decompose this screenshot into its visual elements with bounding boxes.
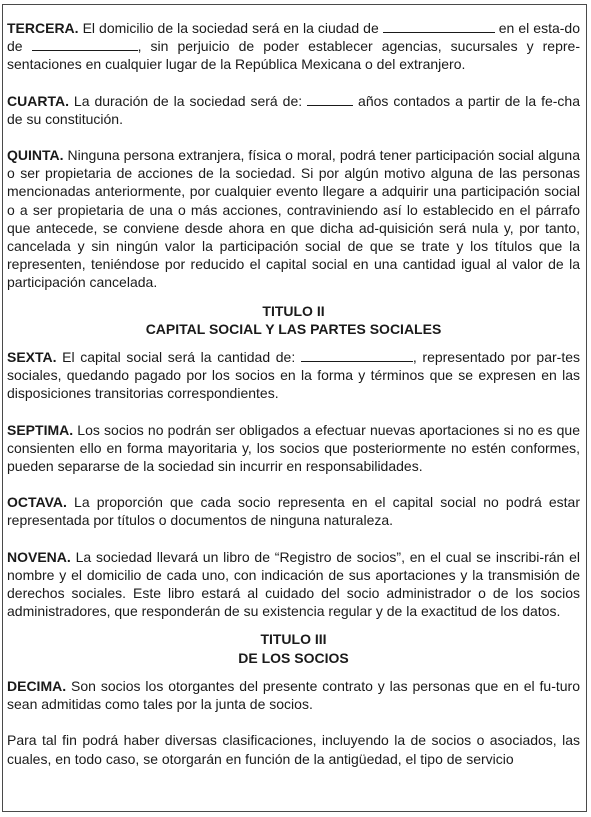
clause-text: El capital social será la cantidad de: — [56, 349, 301, 366]
clause-novena — [7, 548, 580, 621]
clause-text: La duración de la sociedad será de: — [68, 92, 308, 109]
clause-septima — [7, 421, 580, 476]
clause-heading: CUARTA. — [7, 92, 69, 109]
clause-tercera — [7, 19, 580, 74]
clause-text: , sin perjuicio de poder establecer agencias, sucursales y repre-sentaciones en cualquier lugar de la República Mexicana o del extranjero. — [7, 38, 580, 73]
clause-text: , representado por par-tes sociales, quedando pagado por los socios en la forma y términos que se expresen en las disposiciones transitorias correspondientes. — [7, 349, 580, 402]
blank-capital — [301, 348, 413, 362]
clause-heading: DECIMA. — [7, 677, 67, 694]
clause-text: Los socios no podrán ser obligados a efectuar nuevas aportaciones si no es que consienten ello en forma mayoritaria y, los socios que posteriormente no estén conformes, pueden separarse de la sociedad sin incurrir en responsabilidades. — [7, 421, 580, 475]
clause-text: La sociedad llevará un libro de “Registro de socios”, en el cual se inscribi-rán el nombre y el domicilio de cada uno, con indicación de sus aportaciones y la transmisión de derechos sociales. Este libro estará al cuidado del socio administrador o de los socios administradores, que responderán de su existencia regular y de la exactitud de los datos. — [7, 548, 580, 620]
clause-heading: SEXTA. — [7, 349, 57, 366]
clause-octava — [7, 493, 580, 529]
title-number: TITULO II — [262, 302, 325, 319]
title-name: DE LOS SOCIOS — [238, 649, 349, 666]
clause-decima — [7, 677, 580, 713]
clause-quinta — [7, 146, 580, 292]
clause-sexta — [7, 348, 580, 403]
clause-heading: NOVENA. — [7, 548, 71, 565]
clause-text: Ninguna persona extranjera, física o moral, podrá tener participación social alguna o ser propietaria de acciones de la sociedad. Si por algún motivo alguna de las personas mencionadas anteriormente, por cualquier evento llegare a adquirir una participación social o a ser propietaria de una o más acciones, contraviniendo así lo establecido en el párrafo que antecede, se conviene desde ahora en que dicha ad-quisición será nula y, por tanto, cancelada y sin ningún valor la participación social de que se trate y los títulos que la representen, teniéndose por reducido el capital social en una cantidad igual al valor de la participación cancelada. — [7, 147, 580, 291]
clause-heading: OCTAVA. — [7, 494, 67, 511]
final-paragraph: Para tal fin podrá haber diversas clasificaciones, incluyendo la de socios o asociados, las cuales, en todo caso, se otorgarán en función de la antigüedad, el tipo de servicio — [7, 732, 580, 767]
clause-cuarta — [7, 92, 580, 128]
title-name: CAPITAL SOCIAL Y LAS PARTES SOCIALES — [145, 320, 442, 337]
blank-ciudad — [383, 19, 495, 33]
clause-text: en el esta-do de — [7, 20, 580, 55]
clause-text: La proporción que cada socio representa en el capital social no podrá estar representada por títulos o documentos de ninguna naturaleza. — [7, 494, 580, 529]
document-page — [2, 4, 587, 812]
clause-text: Son socios los otorgantes del presente contrato y las personas que en el fu-turo sean admitidas como tales por la junta de socios. — [7, 677, 580, 713]
blank-anios — [307, 92, 353, 106]
clause-text: años contados a partir de la fe-cha de su constitución. — [7, 92, 580, 127]
clause-heading: TERCERA. — [7, 20, 79, 36]
title-number: TITULO III — [260, 631, 327, 648]
clause-text: El domicilio de la sociedad será en la ciudad de — [78, 20, 383, 36]
clause-heading: QUINTA. — [7, 147, 64, 164]
blank-estado — [32, 37, 138, 51]
clause-heading: SEPTIMA. — [7, 421, 74, 438]
